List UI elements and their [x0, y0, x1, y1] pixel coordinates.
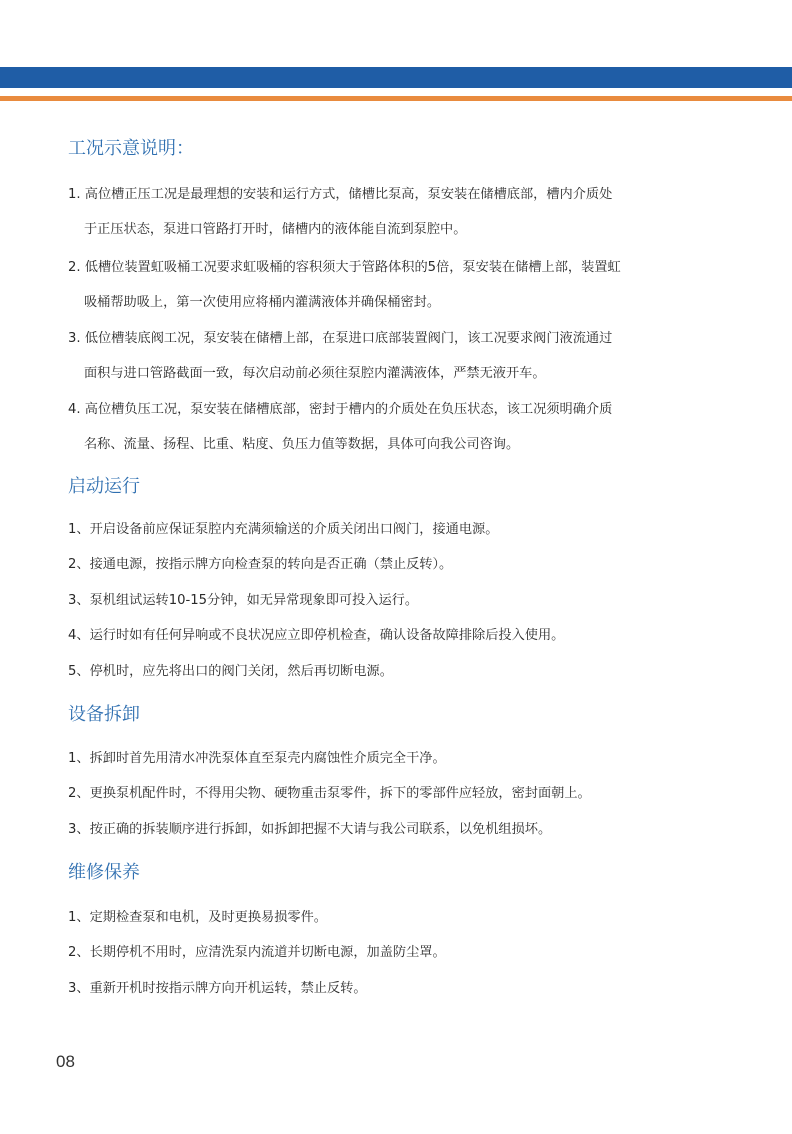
startup-item-2: 2、接通电源，按指示牌方向检查泵的转向是否正确（禁止反转）。 — [68, 557, 453, 572]
disassembly-item-3: 3、按正确的拆装顺序进行拆卸，如拆卸把握不大请与我公司联系，以免机组损坏。 — [68, 822, 552, 837]
disassembly-item-1: 1、拆卸时首先用清水冲洗泵体直至泵壳内腐蚀性介质完全干净。 — [68, 751, 446, 766]
maintenance-item-3: 3、重新开机时按指示牌方向开机运转，禁止反转。 — [68, 981, 367, 996]
working-condition-item-2-line-1: 2. 低槽位装置虹吸桶工况要求虹吸桶的容积须大于管路体积的5倍，泵安装在储槽上部，装置虹 — [68, 260, 621, 275]
working-condition-item-4-line-1: 4. 高位槽负压工况，泵安装在储槽底部，密封于槽内的介质处在负压状态，该工况须明确介质 — [68, 402, 613, 417]
working-condition-item-3-line-1: 3. 低位槽装底阀工况，泵安装在储槽上部，在泵进口底部装置阀门，该工况要求阀门液流通过 — [68, 331, 613, 346]
section-title-maintenance: 维修保养 — [68, 862, 140, 883]
maintenance-item-2: 2、长期停机不用时，应清洗泵内流道并切断电源，加盖防尘罩。 — [68, 945, 446, 960]
working-condition-item-1-line-1: 1. 高位槽正压工况是最理想的安装和运行方式，储槽比泵高，泵安装在储槽底部，槽内介质处 — [68, 187, 613, 202]
startup-item-1: 1、开启设备前应保证泵腔内充满须输送的介质关闭出口阀门，接通电源。 — [68, 522, 499, 537]
working-condition-item-3-line-2: 面积与进口管路截面一致，每次启动前必须往泵腔内灌满液体，严禁无液开车。 — [84, 366, 546, 381]
section-title-working-conditions: 工况示意说明： — [68, 138, 194, 159]
startup-item-4: 4、运行时如有任何异响或不良状况应立即停机检查，确认设备故障排除后投入使用。 — [68, 628, 565, 643]
startup-item-5: 5、停机时，应先将出口的阀门关闭，然后再切断电源。 — [68, 664, 393, 679]
section-title-startup: 启动运行 — [68, 476, 140, 497]
startup-item-3: 3、泵机组试运转10-15分钟，如无异常现象即可投入运行。 — [68, 593, 419, 608]
working-condition-item-1-line-2: 于正压状态，泵进口管路打开时，储槽内的液体能自流到泵腔中。 — [84, 222, 467, 237]
maintenance-item-1: 1、定期检查泵和电机，及时更换易损零件。 — [68, 910, 327, 925]
section-title-disassembly: 设备拆卸 — [68, 704, 140, 725]
disassembly-item-2: 2、更换泵机配件时，不得用尖物、硬物重击泵零件，拆下的零部件应轻放，密封面朝上。 — [68, 786, 591, 801]
working-condition-item-4-line-2: 名称、流量、扬程、比重、粘度、负压力值等数据，具体可向我公司咨询。 — [84, 437, 520, 452]
page-number: 08 — [56, 1052, 75, 1071]
working-condition-item-2-line-2: 吸桶帮助吸上，第一次使用应将桶内灌满液体并确保桶密封。 — [84, 295, 441, 310]
